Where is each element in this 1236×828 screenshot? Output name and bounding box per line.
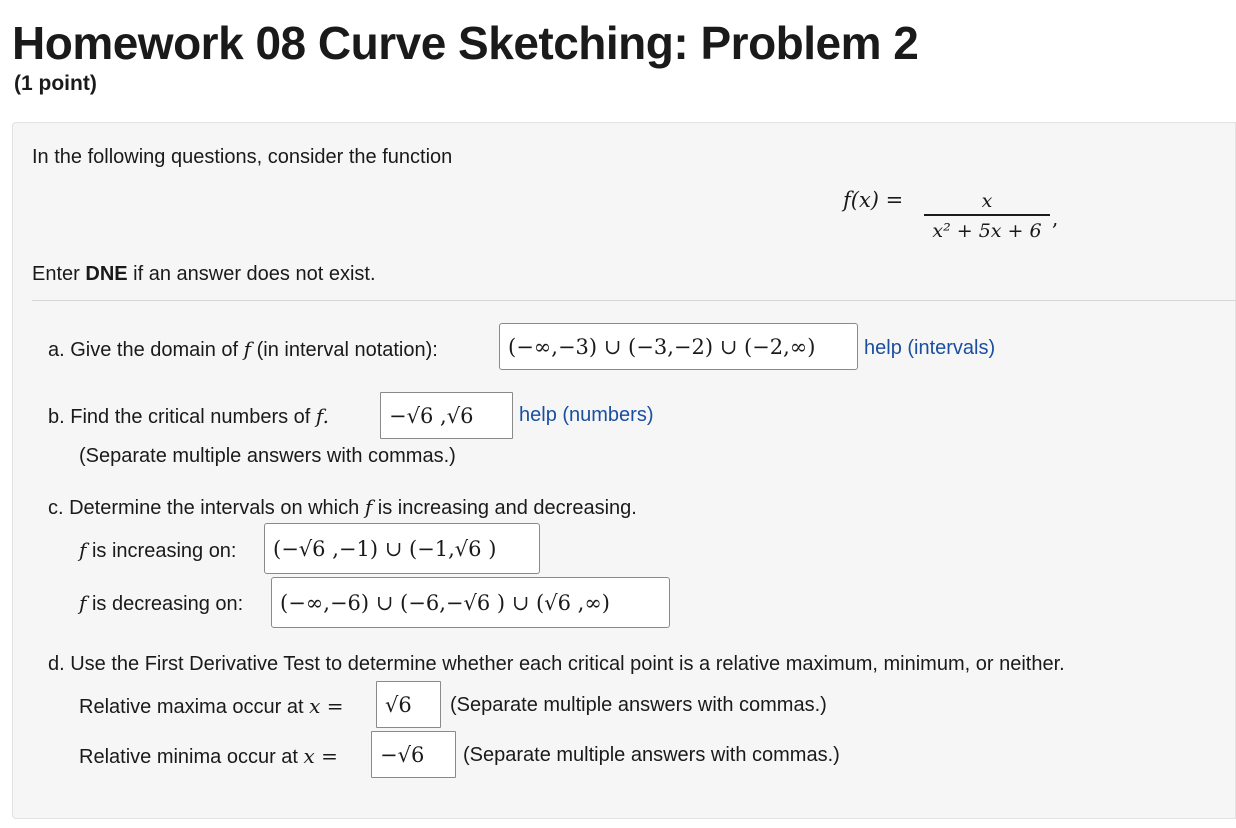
function-lhs bbox=[843, 188, 903, 212]
function-numerator: x bbox=[981, 190, 993, 212]
part-a-var: f bbox=[243, 337, 252, 361]
function-denominator: x² + 5x + 6 bbox=[932, 219, 1042, 242]
part-b-var: f. bbox=[315, 404, 329, 428]
increasing-label bbox=[79, 538, 237, 563]
increasing-text: is increasing on: bbox=[91, 540, 237, 562]
page-title: Homework 08 Curve Sketching: Problem 2 bbox=[12, 17, 919, 69]
part-d-label: d. Use the First Derivative Test to determine whether each critical point is a relative maximum, minimum, or neither. bbox=[48, 653, 1065, 675]
relative-minima-label bbox=[79, 744, 338, 769]
decreasing-intervals-field[interactable]: (−∞,−6) ∪ (−6,−√6 ) ∪ (√6 ,∞) bbox=[271, 577, 670, 628]
relative-minima-var: x = bbox=[303, 744, 338, 768]
dne-word: DNE bbox=[85, 263, 128, 285]
relative-minima-note: (Separate multiple answers with commas.) bbox=[463, 744, 840, 766]
point-value: (1 point) bbox=[14, 72, 97, 95]
relative-maxima-note: (Separate multiple answers with commas.) bbox=[450, 694, 827, 716]
relative-maxima-label bbox=[79, 694, 344, 719]
problem-intro: In the following questions, consider the function bbox=[32, 146, 453, 168]
help-intervals-link[interactable]: help (intervals) bbox=[864, 337, 996, 359]
relative-minima-field[interactable]: −√6 bbox=[371, 731, 456, 778]
relative-maxima-field[interactable]: √6 bbox=[376, 681, 441, 728]
part-a-label-post: (in interval notation): bbox=[256, 339, 438, 361]
dne-note bbox=[32, 263, 376, 286]
divider bbox=[32, 300, 1236, 301]
part-c-label bbox=[48, 495, 637, 520]
part-b-note: (Separate multiple answers with commas.) bbox=[79, 445, 456, 467]
relative-maxima-text: Relative maxima occur at bbox=[79, 696, 304, 718]
part-c-label-post: is increasing and decreasing. bbox=[377, 497, 637, 519]
part-c-label-pre: c. Determine the intervals on which bbox=[48, 497, 360, 519]
domain-answer-field[interactable]: (−∞,−3) ∪ (−3,−2) ∪ (−2,∞) bbox=[499, 323, 858, 370]
increasing-intervals-field[interactable]: (−√6 ,−1) ∪ (−1,√6 ) bbox=[264, 523, 540, 574]
part-b-label-pre: b. Find the critical numbers of bbox=[48, 406, 311, 428]
relative-minima-text: Relative minima occur at bbox=[79, 746, 298, 768]
part-a-label-pre: a. Give the domain of bbox=[48, 339, 239, 361]
increasing-var: f bbox=[79, 538, 87, 562]
function-fraction bbox=[922, 188, 1052, 244]
dne-suffix: if an answer does not exist. bbox=[133, 263, 376, 285]
decreasing-text: is decreasing on: bbox=[91, 593, 244, 615]
decreasing-var: f bbox=[79, 591, 87, 615]
part-c-var: f bbox=[364, 495, 373, 519]
decreasing-label bbox=[79, 591, 243, 616]
part-a-label bbox=[48, 337, 438, 362]
critical-numbers-field[interactable]: −√6 ,√6 bbox=[380, 392, 513, 439]
function-end: , bbox=[1052, 206, 1059, 230]
function-lhs-text: f(x) = bbox=[843, 188, 904, 212]
help-numbers-link[interactable]: help (numbers) bbox=[519, 404, 654, 426]
dne-prefix: Enter bbox=[32, 263, 80, 285]
part-b-label bbox=[48, 404, 329, 429]
relative-maxima-var: x = bbox=[309, 694, 344, 718]
